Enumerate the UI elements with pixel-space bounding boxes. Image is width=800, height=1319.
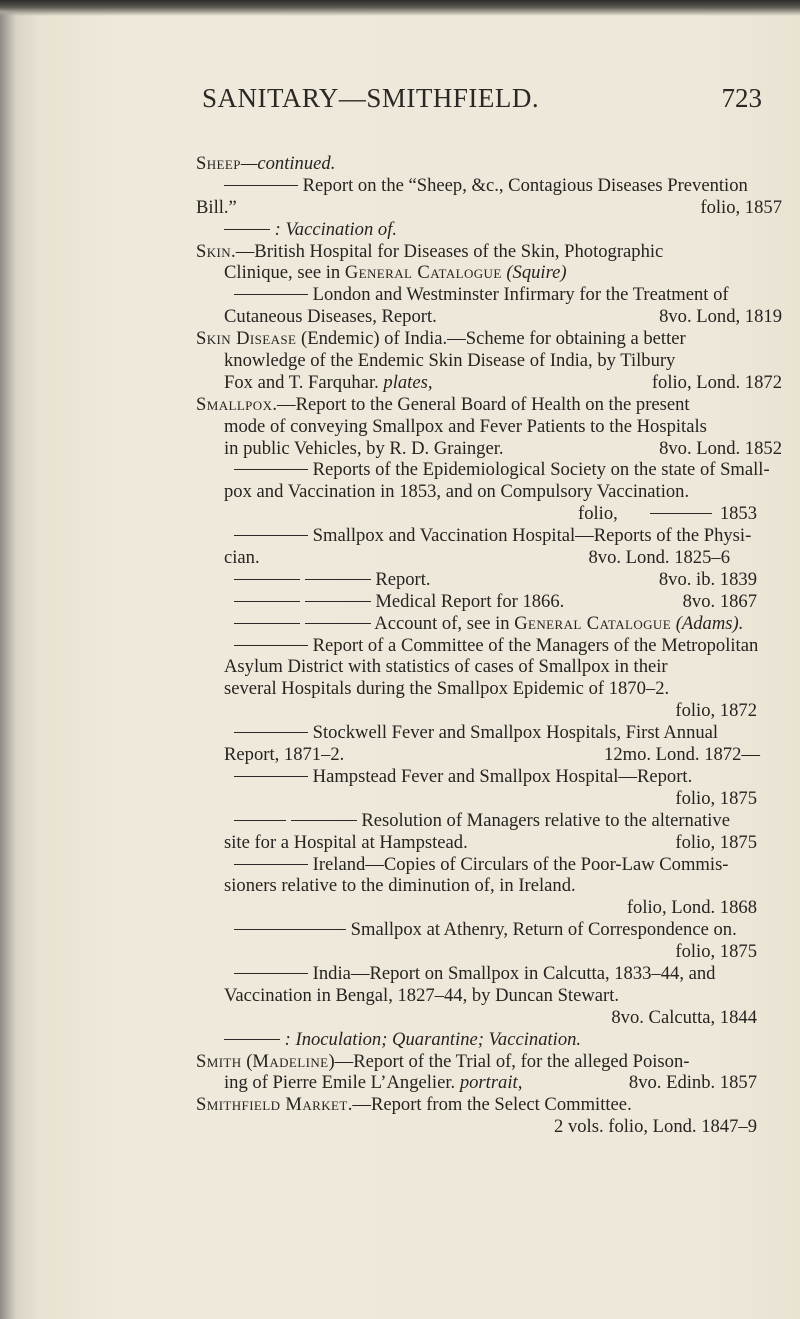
ditto-rule — [234, 294, 308, 295]
entry-line: Sheep—continued. — [196, 153, 336, 174]
entry-line: folio, Lond. 1868 — [626, 897, 757, 919]
entry-line: site for a Hospital at Hampstead. folio, 1875 — [224, 831, 757, 853]
entry-line: folio, 1875 — [675, 787, 757, 809]
entry-line: Fox and T. Farquhar. plates, folio, Lond. 1872 — [224, 371, 782, 393]
ditto-rule — [305, 579, 371, 580]
ditto-rule — [234, 535, 308, 536]
entry-line: Smallpox and Vaccination Hospital—Reports of the Physi- — [196, 525, 782, 547]
entry-line: Report. 8vo. ib. 1839 — [196, 569, 782, 591]
ditto-rule — [234, 645, 308, 646]
ditto-rule — [224, 185, 298, 186]
entry-line: Asylum District with statistics of cases of Smallpox in their — [224, 656, 668, 678]
ditto-rule — [234, 601, 300, 602]
ditto-rule — [234, 732, 308, 733]
entry-line: Vaccination in Bengal, 1827–44, by Duncan Stewart. — [224, 984, 620, 1006]
entry-line: Hampstead Fever and Smallpox Hospital—Report. — [196, 766, 782, 788]
ditto-rule — [234, 973, 308, 974]
entry-line: Smithfield Market.—Report from the Select Committee. — [196, 1094, 632, 1116]
ditto-rule — [224, 1039, 280, 1040]
entry-line: Account of, see in General Catalogue (Adams). — [196, 613, 782, 635]
ditto-rule — [234, 776, 308, 777]
entry-line: Skin.—British Hospital for Diseases of the Skin, Photographic — [196, 240, 664, 262]
entry-line: India—Report on Smallpox in Calcutta, 1833–44, and — [196, 963, 782, 985]
entry-line: cian. 8vo. Lond. 1825–6 — [224, 547, 730, 569]
entry-line: Bill.” folio, 1857 — [196, 196, 782, 218]
entry-line: Clinique, see in General Catalogue (Squire) — [224, 262, 567, 284]
ditto-rule — [234, 469, 308, 470]
ditto-rule — [234, 864, 308, 865]
ditto-rule — [234, 820, 286, 821]
page-number: 723 — [721, 83, 762, 113]
entry-line: Smallpox at Athenry, Return of Correspondence on. — [196, 919, 782, 941]
running-title: SANITARY—SMITHFIELD. — [202, 83, 540, 113]
entry-line: : Inoculation; Quarantine; Vaccination. — [196, 1029, 782, 1051]
entry-line: Cutaneous Diseases, Report. 8vo. Lond, 1819 — [224, 306, 782, 328]
entry-line: folio, 1872 — [675, 700, 757, 722]
ditto-rule — [650, 513, 712, 514]
entry-line: Report, 1871–2. 12mo. Lond. 1872— — [224, 744, 760, 766]
entry-line: ing of Pierre Emile L’Angelier. portrait, 8vo. Edinb. 1857 — [224, 1072, 757, 1094]
entry-line: several Hospitals during the Smallpox Epidemic of 1870–2. — [224, 678, 670, 700]
entry-line: Medical Report for 1866. 8vo. 1867 — [196, 591, 782, 613]
running-head — [202, 83, 762, 123]
entry-line: folio, 1875 — [675, 941, 757, 963]
entry-line: Skin Disease (Endemic) of India.—Scheme for obtaining a better — [196, 328, 686, 350]
entry-line: 8vo. Calcutta, 1844 — [611, 1006, 757, 1028]
entry-line: folio, 1853 — [578, 503, 757, 525]
top-edge-shadow — [0, 0, 800, 16]
entry-line: mode of conveying Smallpox and Fever Patients to the Hospitals — [224, 415, 707, 437]
ditto-rule — [305, 601, 371, 602]
ditto-rule — [224, 229, 270, 230]
entry-line: Stockwell Fever and Smallpox Hospitals, First Annual — [196, 722, 782, 744]
index-entries — [196, 153, 782, 1138]
book-spine-shadow — [0, 0, 16, 1319]
ditto-rule — [234, 623, 300, 624]
entry-line: Smallpox.—Report to the General Board of Health on the present — [196, 393, 690, 415]
entry-line: Report of a Committee of the Managers of the Metropolitan — [196, 635, 782, 657]
entry-line: Ireland—Copies of Circulars of the Poor-Law Commis- — [196, 854, 782, 876]
entry-line: sioners relative to the diminution of, in Ireland. — [224, 875, 576, 897]
entry-line: in public Vehicles, by R. D. Grainger. 8vo. Lond. 1852 — [224, 437, 782, 459]
entry-line: Smith (Madeline)—Report of the Trial of, for the alleged Poison- — [196, 1050, 690, 1072]
entry-line: 2 vols. folio, Lond. 1847–9 — [554, 1116, 757, 1138]
entry-line: pox and Vaccination in 1853, and on Compulsory Vaccination. — [224, 481, 690, 503]
ditto-rule — [291, 820, 357, 821]
ditto-rule — [234, 579, 300, 580]
entry-line: knowledge of the Endemic Skin Disease of India, by Tilbury — [224, 350, 676, 372]
entry-line: : Vaccination of. — [196, 219, 782, 241]
entry-line: London and Westminster Infirmary for the Treatment of — [196, 284, 782, 306]
entry-line: Report on the “Sheep, &c., Contagious Diseases Prevention — [196, 175, 782, 197]
ditto-rule — [305, 623, 371, 624]
entry-line: Resolution of Managers relative to the alternative — [196, 810, 782, 832]
ditto-rule — [234, 929, 346, 930]
entry-line: Reports of the Epidemiological Society on the state of Small- — [196, 459, 782, 481]
